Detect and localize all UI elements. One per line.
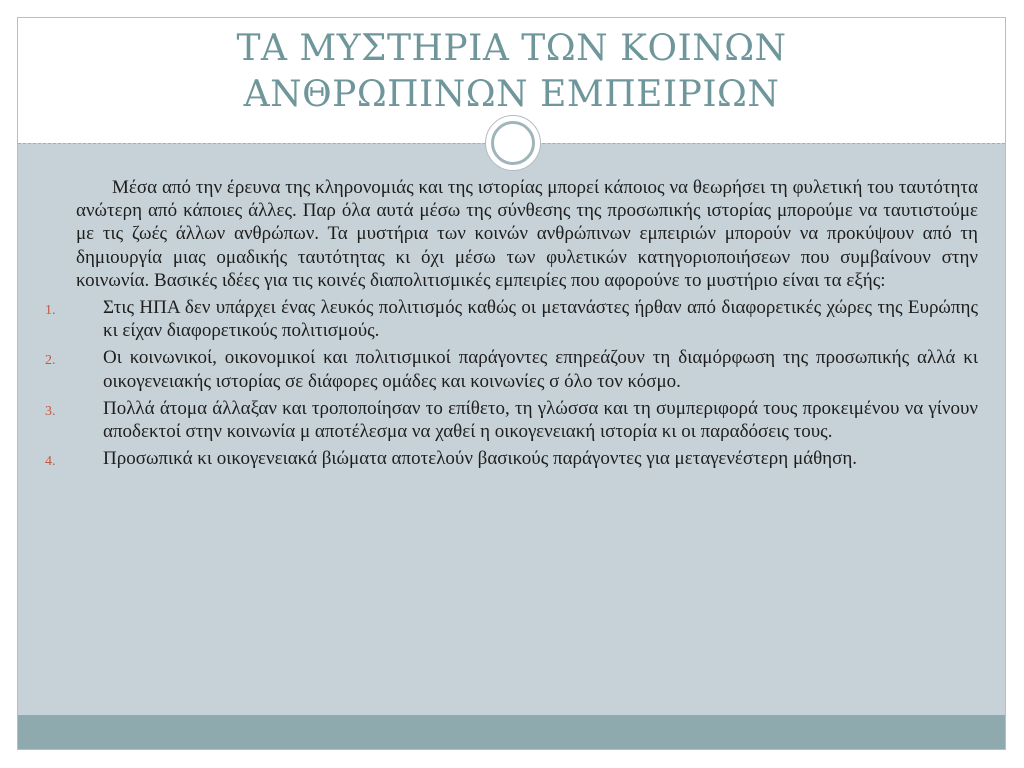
list-item-text: Πολλά άτομα άλλαξαν και τροποποίησαν το επίθετο, τη γλώσσα και τη συμπεριφορά τους προκειμένου να γίνουν αποδεκτοί στην κοινωνία μ αποτέλεσμα να χαθεί η οικογενειακή ιστορία κι οι παραδόσεις τους. (103, 397, 978, 443)
list-number: 2. (45, 353, 56, 369)
list-item (45, 296, 978, 342)
list-item-text: Προσωπικά κι οικογενειακά βιώματα αποτελούν βασικούς παράγοντες για μεταγενέστερη μάθηση. (103, 448, 858, 470)
slide-body (45, 176, 978, 474)
list-item-text: Στις ΗΠΑ δεν υπάρχει ένας λευκός πολιτισμός καθώς οι μετανάστες ήρθαν από διαφορετικές χώρες της Ευρώπης κι είχαν διαφορετικούς πολιτισμούς. (103, 297, 978, 342)
circle-ornament-icon (485, 115, 541, 171)
slide (17, 17, 1006, 750)
title-line-1: ΤΑ ΜΥΣΤΗΡΙΑ ΤΩΝ ΚΟΙΝΩΝ (236, 28, 787, 69)
list-number: 1. (45, 303, 56, 319)
list-item (45, 346, 978, 392)
list-item (45, 447, 978, 470)
ornament-ring (491, 121, 535, 165)
numbered-list (45, 296, 978, 470)
slide-title (18, 26, 1005, 118)
title-line-2: ΑΝΘΡΩΠΙΝΩΝ ΕΜΠΕΙΡΙΩΝ (243, 74, 780, 115)
footer-band (18, 715, 1005, 749)
list-number: 4. (45, 454, 56, 470)
intro-paragraph: Μέσα από την έρευνα της κληρονομιάς και της ιστορίας μπορεί κάποιος να θεωρήσει τη φυλετική του ταυτότητα ανώτερη από κάποιες άλλες. Παρ όλα αυτά μέσω της σύνθεσης της προσωπικής ιστορίας μπορούμε να ταυτιστούμε με τις ζωές άλλων ανθρώπων. Τα μυστήρια των κοινών ανθρώπινων εμπειριών μπορούν να προκύψουν από τη δημιουργία μιας ομαδικής ταυτότητας κι όχι μέσω των φυλετικών κατηγοριοποιήσεων που συμβαίνουν στην κοινωνία. Βασικές ιδέες για τις κοινές διαπολιτισμικές εμπειρίες που αφορούνε το μυστήριο είναι τα εξής: (76, 177, 978, 291)
list-item (45, 397, 978, 443)
list-number: 3. (45, 403, 56, 419)
list-item-text: Οι κοινωνικοί, οικονομικοί και πολιτισμικοί παράγοντες επηρεάζουν τη διαμόρφωση της προσωπικής αλλά κι οικογενειακής ιστορίας σε διάφορες ομάδες και κοινωνίες σ όλο τον κόσμο. (103, 347, 978, 392)
